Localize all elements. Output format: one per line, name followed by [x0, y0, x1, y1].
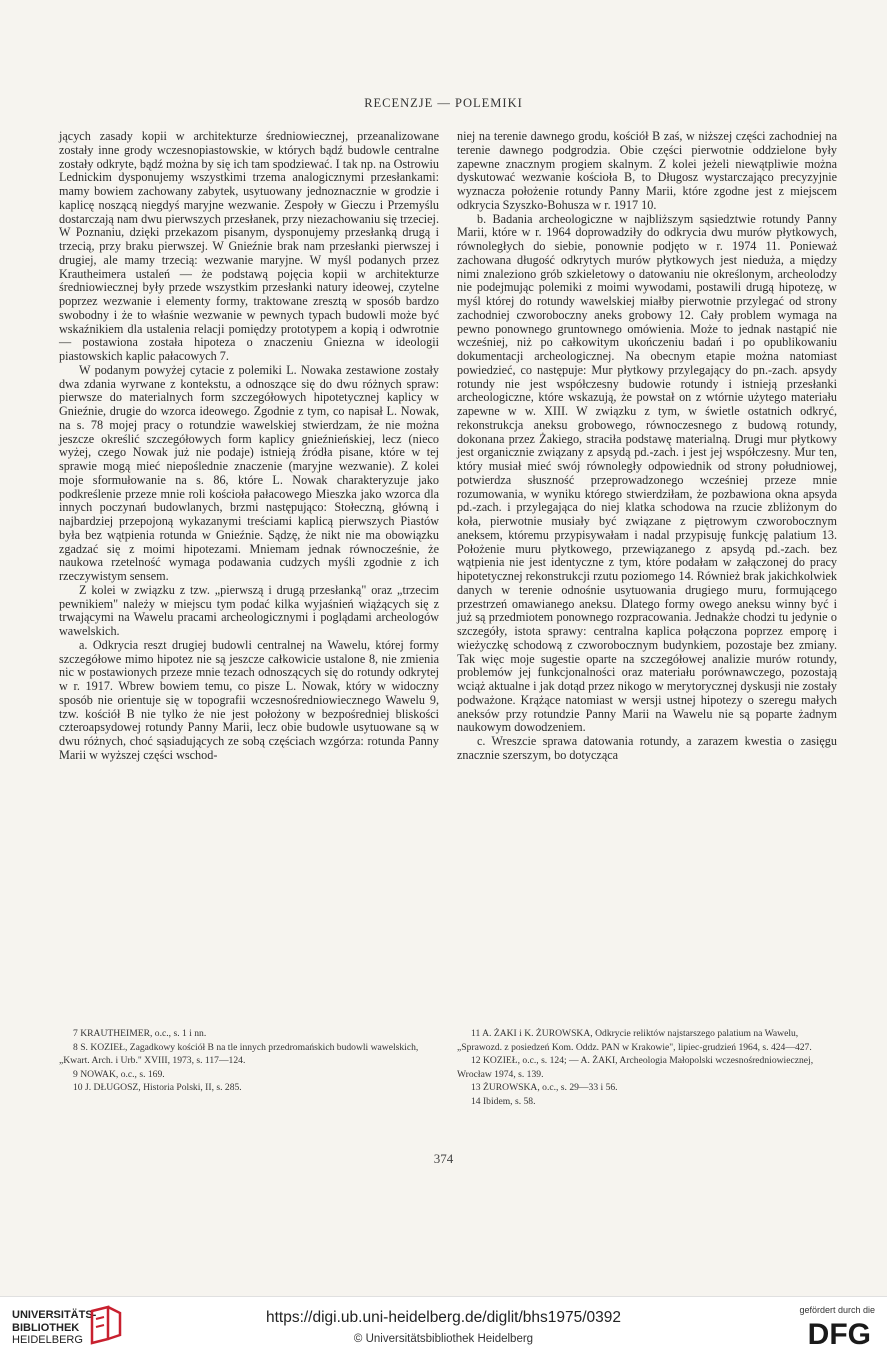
- copyright-notice: © Universitätsbibliothek Heidelberg: [353, 1333, 534, 1345]
- page-number: 374: [433, 1151, 454, 1166]
- paragraph: W podanym powyżej cytacie z polemiki L. Nowaka zestawione zostały dwa zdania wyrwane z kontekstu, a odnoszące się do dwu różnych spraw: pierwsze do materialnych form szczegółowych hipotetycznej kaplicy w Gnieźnie, drugie do wzorca ideowego. Zgodnie z tym, co napisał L. Nowak, na s. 78 mojej pracy o rotundzie wawelskiej stwierdzam, że nie można jeszcze określić szczegółowych form kaplicy gnieźnieńskiej, lecz (nieco wyżej, czego Nowak już nie podaje) istnieją źródła pisane, które w tej sprawie mogą mieć niepoślednie znaczenie (maryjne wezwanie). Z kolei moje sformułowanie na s. 86, które L. Nowak charakteryzuje jako podkreślenie przeze mnie roli kościoła pałacowego Mieszka jako wzorca dla innych poczynań budowlanych, brzmi następująco: Stołeczną, główną i najbardziej przepojoną wykazanymi treściami kaplicą pierwszych Piastów była bez wątpienia rotunda w Gnieźnie. Sądzę, że nikt nie ma obowiązku zgadzać się z moimi hipotezami. Mniemam jednak równocześnie, że naukowa rzetelność wymaga podawania cudzych myśli zgodnie z ich rzeczywistym sensem.: [59, 362, 439, 583]
- footnotes-left: [59, 1027, 439, 1095]
- right-column: [457, 130, 837, 763]
- running-header: RECENZJE — POLEMIKI: [364, 96, 523, 110]
- dfg-logo-text: DFG: [807, 1318, 871, 1347]
- library-name-line: HEIDELBERG: [12, 1334, 83, 1346]
- footnote: 11 A. ŻAKI i K. ŻUROWSKA, Odkrycie reliktów najstarszego palatium na Wawelu, „Sprawozd. z posiedzeń Kom. Oddz. PAN w Krakowie", lipiec-grudzień 1964, s. 424—427.: [457, 1028, 812, 1053]
- funded-by-label: gefördert durch die: [799, 1305, 875, 1315]
- footnote: 8 S. KOZIEŁ, Zagadkowy kościół B na tle innych przedromańskich budowli wawelskich, „Kwart. Arch. i Urb." XVIII, 1973, s. 117—124.: [59, 1041, 419, 1067]
- paragraph: c. Wreszcie sprawa datowania rotundy, a zarazem kwestia o zasięgu znacznie szerszym, bo dotycząca: [457, 734, 837, 762]
- paragraph: niej na terenie dawnego grodu, kościół B zaś, w niższej części zachodniej na terenie dawnego podgrodzia. Obie części pierwotnie oddzielone były zapewne znacznym progiem skalnym. Z kolei jeżeli niewątpliwie można dyskutować wezwanie kościoła B, to Długosz wystarczająco precyzyjnie wyznacza położenie rotundy Panny Marii, które zgodne jest z miejscem odkrycia Szyszko-Bohusza w r. 1917 10.: [457, 129, 837, 212]
- footnotes-right: [457, 1027, 837, 1109]
- library-name-line: BIBLIOTHEK: [12, 1321, 80, 1334]
- viewer-footer: [0, 1296, 887, 1359]
- footnote: 10 J. DŁUGOSZ, Historia Polski, II, s. 285.: [73, 1082, 242, 1094]
- paragraph: b. Badania archeologiczne w najbliższym sąsiedztwie rotundy Panny Marii, które w r. 1964 doprowadziły do odkrycia dwu murów płytkowych, równoległych do siebie, ponownie podjęto w r. 1974 11. Ponieważ zachowana długość odkrytych murów płytkowych jest nieduża, a między nimi znaleziono grób szkieletowy o datowaniu nie określonym, archeolodzy nie podejmując polemiki z moimi wywodami, postawili drugą hipotezę, w myśl której do rotundy wawelskiej miałby pierwotnie przylegać od strony zachodniej czworoboczny aneks grobowy 12. Cały problem wymaga na pewno ponownego gruntownego omówienia. Może to jednak nastąpić nie wcześniej, niż po całkowitym ukończeniu badań i po opublikowaniu dokumentacji archeologicznej. Na obecnym etapie można natomiast powiedzieć, co następuje: Mur płytkowy przylegający do pn.-zach. apsydy rotundy nie jest współczesny budowie rotundy i istnieją przesłanki archeologiczne, które wskazują, że powstał on z wtórnie użytego materiału zapewne w w. XIII. W związku z tym, w świetle ostatnich odkryć, rekonstrukcja aneksu grobowego, równoczesnego z budową rotundy, dokonana przez Żakiego, straciła podstawę materialną. Drugi mur płytkowy jest organicznie związany z apsydą pd.-zach. i jest jej współczesny. Mur ten, który musiał mieć swój równoległy odpowiednik od strony południowej, potwierdza słuszność przeprowadzonego wcześniej przeze mnie rozumowania, w wyniku którego stwierdziłam, że pozbawiona okna apsyda pd.-zach. i przylegająca do niej klatka schodowa na rzucie zbliżonym do koła, pierwotnie musiały być związane z piętrowym czworobocznym aneksem, któremu przypisywałam i nadal przypisuję funkcję palatium 13. Położenie muru płytkowego, przewiązanego z apsydą pd.-zach. bez wątpienia nie jest identyczne z tym, które podałam w załączonej do pracy hipotetycznej rekonstrukcji rzutu poziomego 14. Również brak jakichkolwiek danych w terenie odnośnie usytuowania drugiego muru, formującego przestrzeń omawianego aneksu. Dlatego formy owego aneksu winny być i już są przedmiotem ponownego rozpracowania. Jednakże chodzi tu jedynie o szczegóły, istota sprawy: centralna kaplica połączona poprzez emporę i wieżyczkę schodową z czworobocznym budynkiem, pozostaje bez zmiany. Tak więc moje sugestie oparte na szczegółowej analizie murów rotundy, problemów jej funkcjonalności oraz materiału porównawczego, pozostają wciąż aktualne i jak dotąd przez nikogo w merytorycznej dyskusji nie zostały podważone. Krążące natomiast w wersji ustnej hipotezy o szeregu małych aneksów przy rotundzie Panny Marii na Wawelu nie są poparte żadnym naukowym dowodzeniem.: [457, 211, 837, 735]
- paragraph: jących zasady kopii w architekturze średniowiecznej, przeanalizowane zostały inne grody wczesnopiastowskie, w których bądź budowle centralne zostały odkryte, bądź można by się ich tam spodziewać. I tak np. na Ostrowiu Lednickim dysponujemy wszystkimi trzema analogicznymi przesłankami: mamy bowiem zachowany zabytek, usytuowany jednoznacznie w grodzie i kaplicę noszącą niegdyś maryjne wezwanie. Zespoły w Gieczu i Przemyślu dostarczają nam dwu pierwszych przesłanek, przy niezachowaniu się trzeciej. W Poznaniu, dzięki przekazom pisanym, dysponujemy przesłanką drugą i trzecią, przy braku pierwszej. W Gnieźnie brak nam przesłanki pierwszej i drugiej, ale mamy trzecią: wezwanie maryjne. W myśl podanych przez Krautheimera ustaleń — że podstawą pojęcia kopii w architekturze średniowiecznej były przede wszystkim przesłanki natury ideowej, czytelne poprzez wezwanie i elementy formy, traktowane zresztą w sposób bardzo swobodny i że to właśnie wezwanie w pewnych typach budowli może być wskaźnikiem dla ustalenia relacji pomiędzy prototypem a kopią i odwrotnie — postawiona została hipoteza o znaczeniu Gniezna w ideologii piastowskich kaplic pałacowych 7.: [59, 129, 439, 363]
- document-url[interactable]: https://digi.ub.uni-heidelberg.de/diglit/bhs1975/0392: [265, 1309, 622, 1326]
- footnote: 7 KRAUTHEIMER, o.c., s. 1 i nn.: [73, 1028, 207, 1039]
- footnote: 12 KOZIEŁ, o.c., s. 124; — A. ŻAKI, Archeologia Małopolski wczesnośredniowiecznej, Wrocław 1974, s. 139.: [457, 1055, 814, 1080]
- paragraph: a. Odkrycia reszt drugiej budowli centralnej na Wawelu, której formy szczegółowe mimo hipotez nie są jeszcze całkowicie ustalone 8, nie zmienia nic w postawionych przeze mnie tezach odnoszących się do rotundy odkrytej w r. 1917. Wbrew bowiem temu, co pisze L. Nowak, który w widoczny sposób nie orientuje się w topografii wczesnośredniowiecznego Wawelu 9, tzw. kościół B nie tylko że nie jest położony w bezpośredniej bliskości czteroapsydowej rotundy Panny Marii, lecz obie budowle usytuowane są w dwu różnych, choć sąsiadujących ze sobą częściach wzgórza: rotunda Panny Marii w wyższej części wschod-: [59, 637, 439, 762]
- left-column: [59, 130, 439, 763]
- footnote: 14 Ibidem, s. 58.: [471, 1095, 536, 1107]
- paragraph: Z kolei w związku z tzw. „pierwszą i drugą przesłanką" oraz „trzecim pewnikiem" należy w miejscu tym podać kilka wyjaśnień wiążących się z trwającymi na Wawelu pracami archeologicznymi i poglądami archeologów wawelskich.: [59, 582, 439, 638]
- dfg-logo-icon[interactable]: [783, 1317, 873, 1347]
- footnote: 13 ŻUROWSKA, o.c., s. 29—33 i 56.: [471, 1082, 618, 1094]
- footnote: 9 NOWAK, o.c., s. 169.: [73, 1068, 165, 1080]
- library-name-line: UNIVERSITÄTS-: [12, 1309, 97, 1321]
